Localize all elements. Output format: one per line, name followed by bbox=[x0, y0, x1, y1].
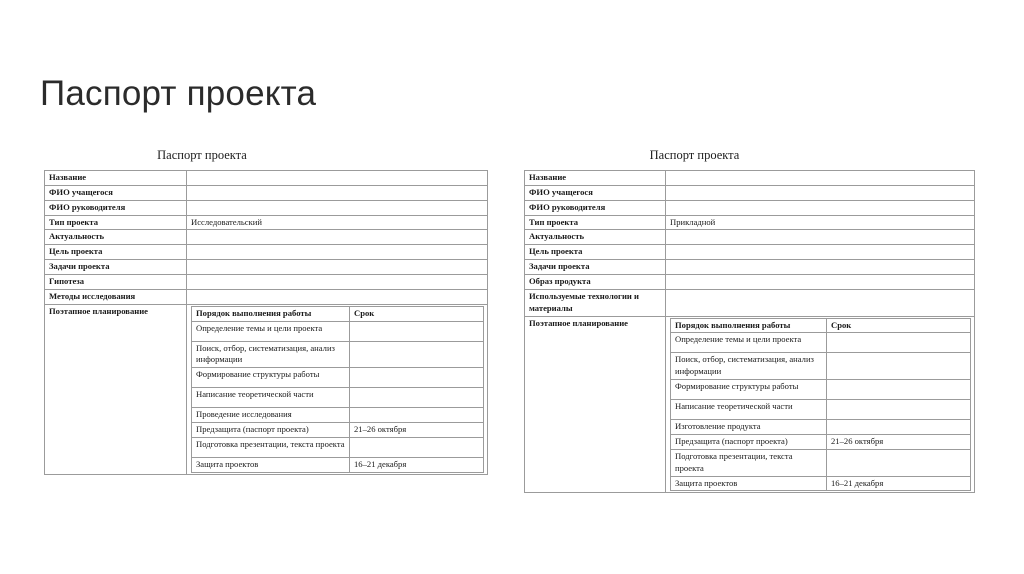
table-row bbox=[525, 289, 975, 316]
table-row bbox=[525, 185, 975, 200]
schedule-term[interactable] bbox=[350, 438, 484, 458]
field-value[interactable] bbox=[187, 260, 488, 275]
schedule-row bbox=[192, 388, 484, 408]
field-label: Задачи проекта bbox=[45, 260, 187, 275]
schedule-term[interactable] bbox=[350, 408, 484, 423]
field-value[interactable] bbox=[666, 289, 975, 316]
field-label: Название bbox=[525, 171, 666, 186]
field-label: Используемые технологии и материалы bbox=[525, 289, 666, 316]
field-label: Название bbox=[45, 171, 187, 186]
schedule-term[interactable] bbox=[350, 321, 484, 341]
field-value[interactable] bbox=[187, 289, 488, 304]
schedule-task: Изготовление продукта bbox=[671, 420, 827, 435]
field-label: Образ продукта bbox=[525, 275, 666, 290]
schedule-row bbox=[192, 438, 484, 458]
field-label: Цель проекта bbox=[525, 245, 666, 260]
field-value[interactable] bbox=[666, 260, 975, 275]
field-value[interactable] bbox=[666, 185, 975, 200]
table-row bbox=[45, 200, 488, 215]
field-label: ФИО руководителя bbox=[45, 200, 187, 215]
schedule-task: Предзащита (паспорт проекта) bbox=[192, 423, 350, 438]
field-label: ФИО учащегося bbox=[525, 185, 666, 200]
schedule-task: Определение темы и цели проекта bbox=[192, 321, 350, 341]
schedule-header-term: Срок bbox=[350, 306, 484, 321]
field-value[interactable] bbox=[666, 245, 975, 260]
table-row bbox=[525, 275, 975, 290]
field-value[interactable]: Прикладной bbox=[666, 215, 975, 230]
field-value[interactable] bbox=[666, 171, 975, 186]
table-row bbox=[525, 215, 975, 230]
schedule-row bbox=[671, 449, 971, 476]
table-row bbox=[45, 275, 488, 290]
stage-planning-label: Поэтапное планирование bbox=[45, 304, 187, 474]
schedule-header-row bbox=[671, 318, 971, 333]
schedule-task: Написание теоретической части bbox=[192, 388, 350, 408]
table-caption-applied: Паспорт проекта bbox=[649, 148, 740, 162]
schedule-table-research bbox=[191, 306, 484, 473]
table-row bbox=[45, 245, 488, 260]
schedule-task: Формирование структуры работы bbox=[671, 380, 827, 400]
schedule-cell bbox=[666, 316, 975, 493]
schedule-task: Формирование структуры работы bbox=[192, 368, 350, 388]
schedule-task: Защита проектов bbox=[671, 476, 827, 491]
schedule-header-term: Срок bbox=[827, 318, 971, 333]
schedule-task: Подготовка презентации, текста проекта bbox=[671, 449, 827, 476]
field-value[interactable] bbox=[666, 200, 975, 215]
stage-planning-label: Поэтапное планирование bbox=[525, 316, 666, 493]
table-row bbox=[45, 230, 488, 245]
field-label: Тип проекта bbox=[45, 215, 187, 230]
table-row bbox=[525, 245, 975, 260]
field-value[interactable] bbox=[666, 230, 975, 245]
field-value[interactable] bbox=[187, 230, 488, 245]
field-label: ФИО руководителя bbox=[525, 200, 666, 215]
schedule-task: Предзащита (паспорт проекта) bbox=[671, 435, 827, 450]
field-label: ФИО учащегося bbox=[45, 185, 187, 200]
schedule-task: Поиск, отбор, систематизация, анализ информации bbox=[192, 341, 350, 368]
schedule-table-applied bbox=[670, 318, 971, 492]
field-value[interactable] bbox=[187, 245, 488, 260]
schedule-task: Подготовка презентации, текста проекта bbox=[192, 438, 350, 458]
schedule-term[interactable] bbox=[827, 400, 971, 420]
schedule-row bbox=[192, 321, 484, 341]
schedule-row bbox=[671, 380, 971, 400]
research-table bbox=[44, 170, 488, 475]
schedule-term[interactable]: 16–21 декабря bbox=[350, 458, 484, 473]
field-value[interactable]: Исследовательский bbox=[187, 215, 488, 230]
field-value[interactable] bbox=[187, 275, 488, 290]
schedule-task: Защита проектов bbox=[192, 458, 350, 473]
schedule-term[interactable] bbox=[827, 380, 971, 400]
schedule-task: Поиск, отбор, систематизация, анализ информации bbox=[671, 353, 827, 380]
field-value[interactable] bbox=[187, 171, 488, 186]
schedule-term[interactable] bbox=[827, 333, 971, 353]
passport-table-research bbox=[44, 148, 488, 475]
schedule-header-row bbox=[192, 306, 484, 321]
field-value[interactable] bbox=[187, 200, 488, 215]
table-row bbox=[525, 230, 975, 245]
table-row bbox=[45, 215, 488, 230]
table-row bbox=[525, 260, 975, 275]
schedule-term[interactable] bbox=[350, 368, 484, 388]
schedule-cell bbox=[187, 304, 488, 474]
schedule-term[interactable] bbox=[350, 388, 484, 408]
table-row-stage bbox=[525, 316, 975, 493]
schedule-task: Проведение исследования bbox=[192, 408, 350, 423]
table-row bbox=[525, 200, 975, 215]
table-row bbox=[45, 171, 488, 186]
schedule-header-task: Порядок выполнения работы bbox=[671, 318, 827, 333]
schedule-task: Написание теоретической части bbox=[671, 400, 827, 420]
schedule-term[interactable] bbox=[827, 420, 971, 435]
schedule-row bbox=[671, 435, 971, 450]
schedule-row bbox=[671, 353, 971, 380]
schedule-term[interactable]: 16–21 декабря bbox=[827, 476, 971, 491]
schedule-row bbox=[671, 420, 971, 435]
schedule-row bbox=[192, 368, 484, 388]
table-row bbox=[525, 171, 975, 186]
schedule-term[interactable]: 21–26 октября bbox=[350, 423, 484, 438]
table-row bbox=[45, 185, 488, 200]
table-caption-research: Паспорт проекта bbox=[157, 148, 247, 162]
schedule-header-task: Порядок выполнения работы bbox=[192, 306, 350, 321]
field-label: Актуальность bbox=[525, 230, 666, 245]
field-label: Актуальность bbox=[45, 230, 187, 245]
schedule-task: Определение темы и цели проекта bbox=[671, 333, 827, 353]
schedule-row bbox=[671, 333, 971, 353]
schedule-row bbox=[671, 476, 971, 491]
schedule-row bbox=[192, 458, 484, 473]
schedule-row bbox=[192, 341, 484, 368]
schedule-term[interactable] bbox=[350, 341, 484, 368]
field-value[interactable] bbox=[187, 185, 488, 200]
schedule-term[interactable]: 21–26 октября bbox=[827, 435, 971, 450]
schedule-term[interactable] bbox=[827, 449, 971, 476]
field-label: Задачи проекта bbox=[525, 260, 666, 275]
table-row bbox=[45, 289, 488, 304]
applied-table bbox=[524, 170, 975, 493]
table-row bbox=[45, 260, 488, 275]
page-title: Паспорт проекта bbox=[40, 74, 317, 113]
schedule-row bbox=[192, 423, 484, 438]
field-label: Цель проекта bbox=[45, 245, 187, 260]
field-label: Тип проекта bbox=[525, 215, 666, 230]
table-row-stage bbox=[45, 304, 488, 474]
field-value[interactable] bbox=[666, 275, 975, 290]
schedule-row bbox=[192, 408, 484, 423]
field-label: Гипотеза bbox=[45, 275, 187, 290]
schedule-row bbox=[671, 400, 971, 420]
schedule-term[interactable] bbox=[827, 353, 971, 380]
passport-table-applied bbox=[524, 148, 975, 493]
field-label: Методы исследования bbox=[45, 289, 187, 304]
